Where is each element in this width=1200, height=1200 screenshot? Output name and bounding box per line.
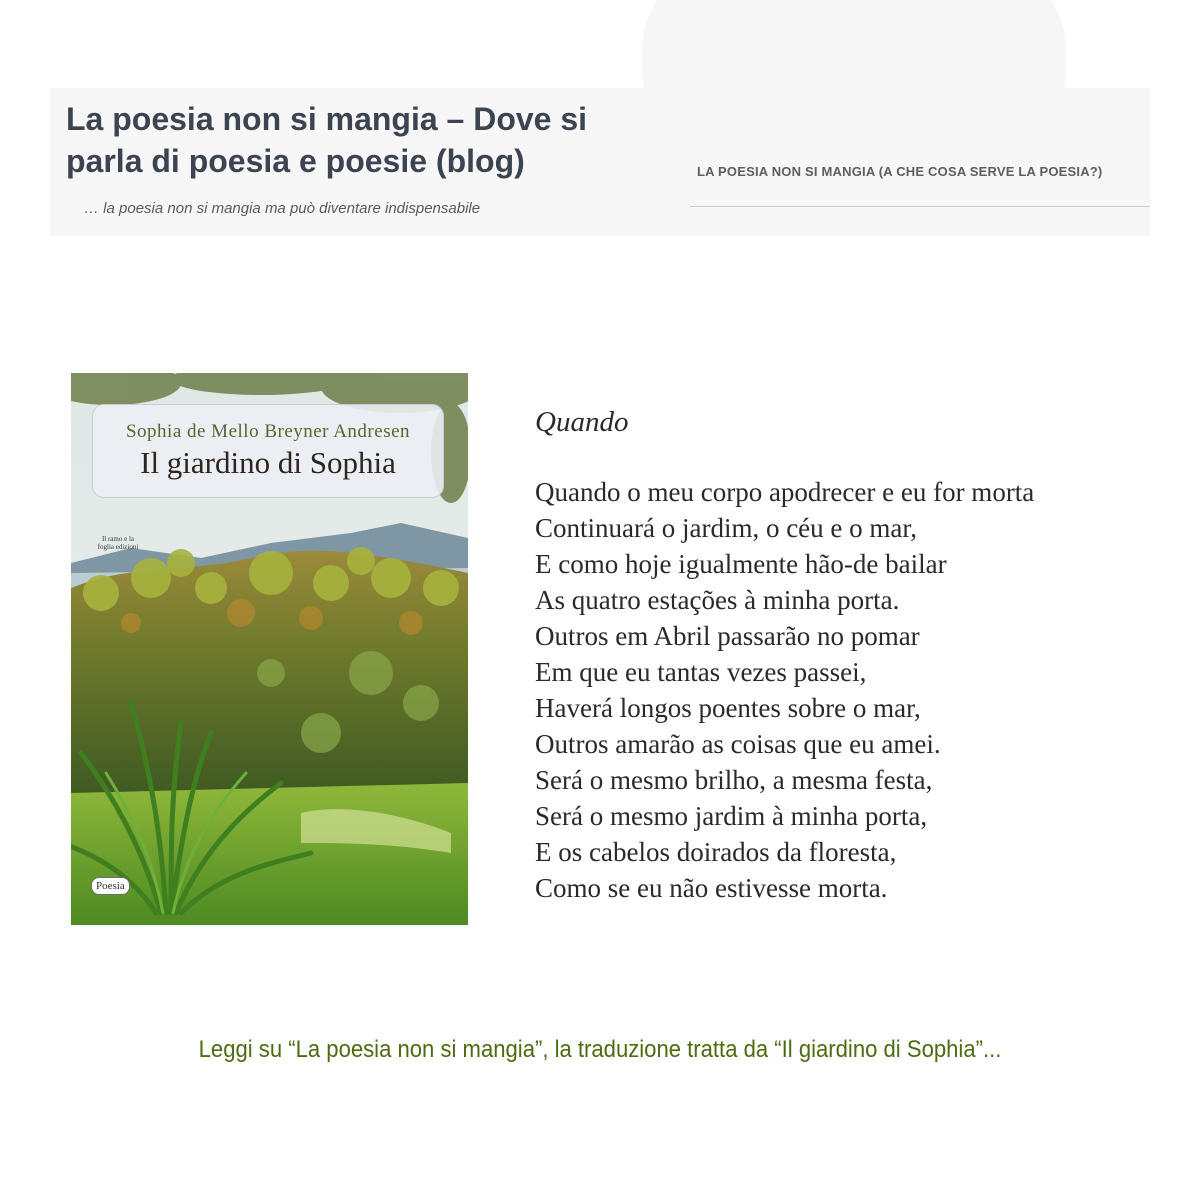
poem-title: Quando (535, 406, 629, 438)
site-tagline: … la poesia non si mangia ma può diventare indispensabile (84, 200, 481, 217)
poem-line: Outros em Abril passarão no pomar (535, 621, 920, 651)
header-nav (690, 156, 1150, 207)
cover-title-box (92, 404, 444, 498)
poem-line: Como se eu não estivesse morta. (535, 873, 888, 903)
poem-line: Continuará o jardim, o céu e o mar, (535, 513, 918, 543)
poem-line: Haverá longos poentes sobre o mar, (535, 693, 921, 723)
poem-line: Em que eu tantas vezes passei, (535, 657, 867, 687)
series-badge: Poesia (91, 877, 130, 895)
poem-line: As quatro estações à minha porta. (535, 585, 900, 615)
poem-line: Será o mesmo brilho, a mesma festa, (535, 765, 933, 795)
footer-note: Leggi su “La poesia non si mangia”, la traduzione tratta da “Il giardino di Sophia”... (198, 1036, 1002, 1063)
poem-line: Será o mesmo jardim à minha porta, (535, 801, 928, 831)
book-author: Sophia de Mello Breyner Andresen (125, 421, 411, 442)
site-title[interactable]: La poesia non si mangia – Dove si parla di poesia e poesie (blog) (66, 101, 588, 179)
poem-line: Outros amarão as coisas que eu amei. (535, 729, 941, 759)
poem-lines (535, 474, 1175, 906)
poem-line: E os cabelos doirados da floresta, (535, 837, 897, 867)
poem-line: Quando o meu corpo apodrecer e eu for morta (535, 477, 1035, 507)
publisher-logo: Il ramo e la foglia edizioni (97, 535, 139, 551)
nav-link-home[interactable]: LA POESIA NON SI MANGIA (A CHE COSA SERVE LA POESIA?) (697, 164, 1103, 179)
poem-line: E como hoje igualmente hão-de bailar (535, 549, 947, 579)
book-cover-image (71, 373, 468, 925)
book-title: Il giardino di Sophia (140, 445, 396, 480)
poem (535, 402, 1175, 906)
